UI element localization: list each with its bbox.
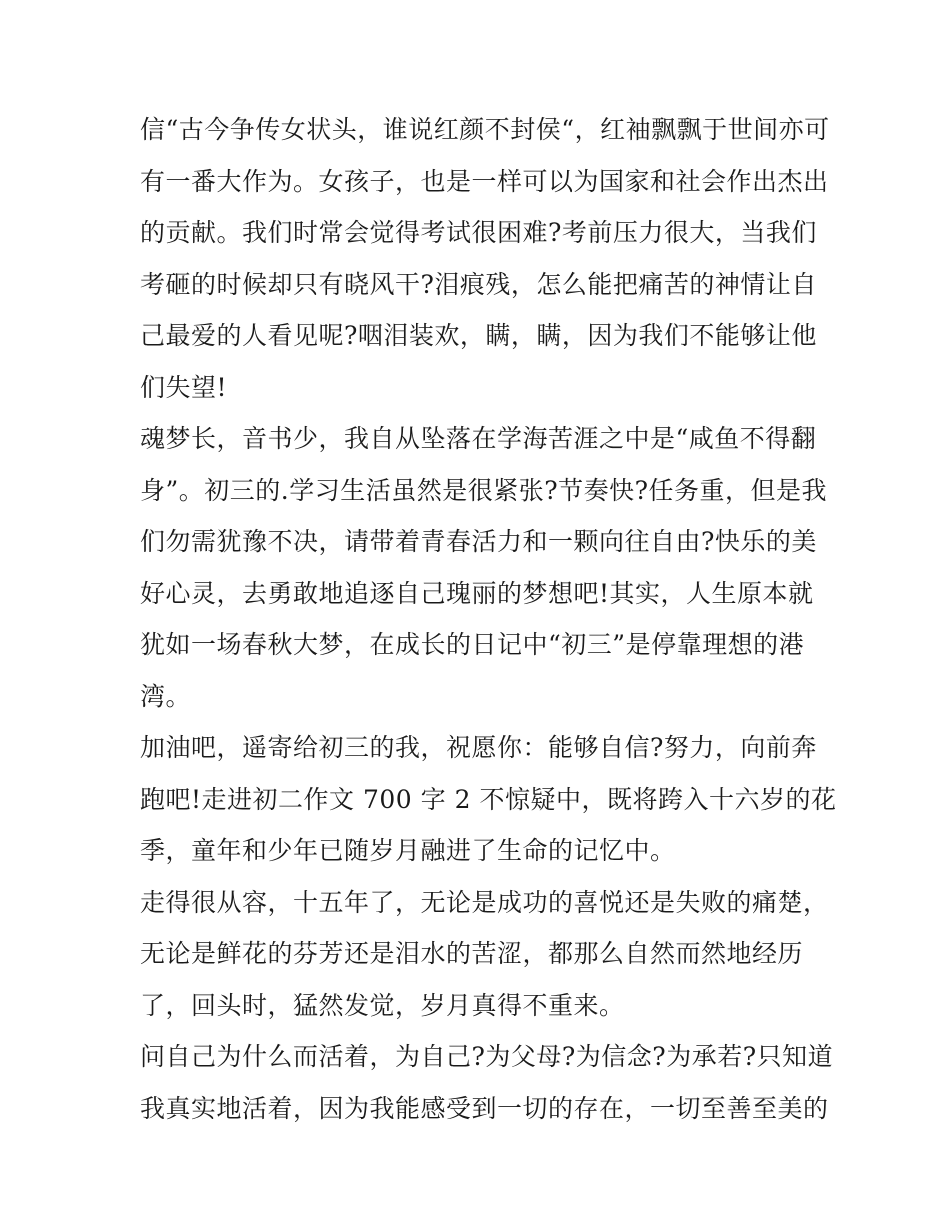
text-line: 无论是鲜花的芬芳还是泪水的苦涩，都那么自然而然地经历: [140, 939, 804, 968]
text-line: 我真实地活着，因为我能感受到一切的存在，一切至善至美的: [140, 1093, 829, 1123]
text-line: 己最爱的人看见呢?咽泪装欢，瞒，瞒，因为我们不能够让他: [140, 321, 817, 350]
text-line: 们勿需犹豫不决，请带着青春活力和一颗向往自由?快乐的美: [140, 527, 817, 556]
text-line: 了，回头时，猛然发觉，岁月真得不重来。: [140, 990, 625, 1020]
text-line: 走得很从容，十五年了，无论是成功的喜悦还是失败的痛楚，: [140, 887, 829, 917]
text-line: 季，童年和少年已随岁月融进了生命的记忆中。: [140, 836, 676, 865]
text-line: 犹如一场春秋大梦，在成长的日记中“初三”是停靠理想的港: [140, 630, 805, 659]
text-line: 有一番大作为。女孩子，也是一样可以为国家和社会作出杰出: [140, 166, 829, 196]
text-line: 的贡献。我们时常会觉得考试很困难?考前压力很大，当我们: [140, 218, 817, 247]
text-line: 加油吧，遥寄给初三的我，祝愿你：能够自信?努力，向前奔: [140, 733, 817, 762]
text-line: 好心灵，去勇敢地追逐自己瑰丽的梦想吧!其实，人生原本就: [140, 578, 814, 608]
document-body: [140, 104, 837, 1134]
text-line: 们失望!: [140, 372, 228, 402]
text-line: 身”。初三的.学习生活虽然是很紧张?节奏快?任务重，但是我: [140, 475, 828, 505]
text-line: 魂梦长，音书少，我自从坠落在学海苦涯之中是“咸鱼不得翻: [140, 424, 817, 453]
text-line: 跑吧!走进初二作文 700 字 2 不惊疑中，既将跨入十六岁的花: [140, 784, 837, 814]
text-line: 问自己为什么而活着，为自己?为父母?为信念?为承若?只知道: [140, 1042, 834, 1071]
text-line: 湾。: [140, 681, 192, 711]
text-line: 信“古今争传女状头，谁说红颜不封侯“，红袖飘飘于世间亦可: [140, 115, 830, 144]
text-line: 考砸的时候却只有晓风干?泪痕残，怎么能把痛苦的神情让自: [140, 269, 817, 299]
